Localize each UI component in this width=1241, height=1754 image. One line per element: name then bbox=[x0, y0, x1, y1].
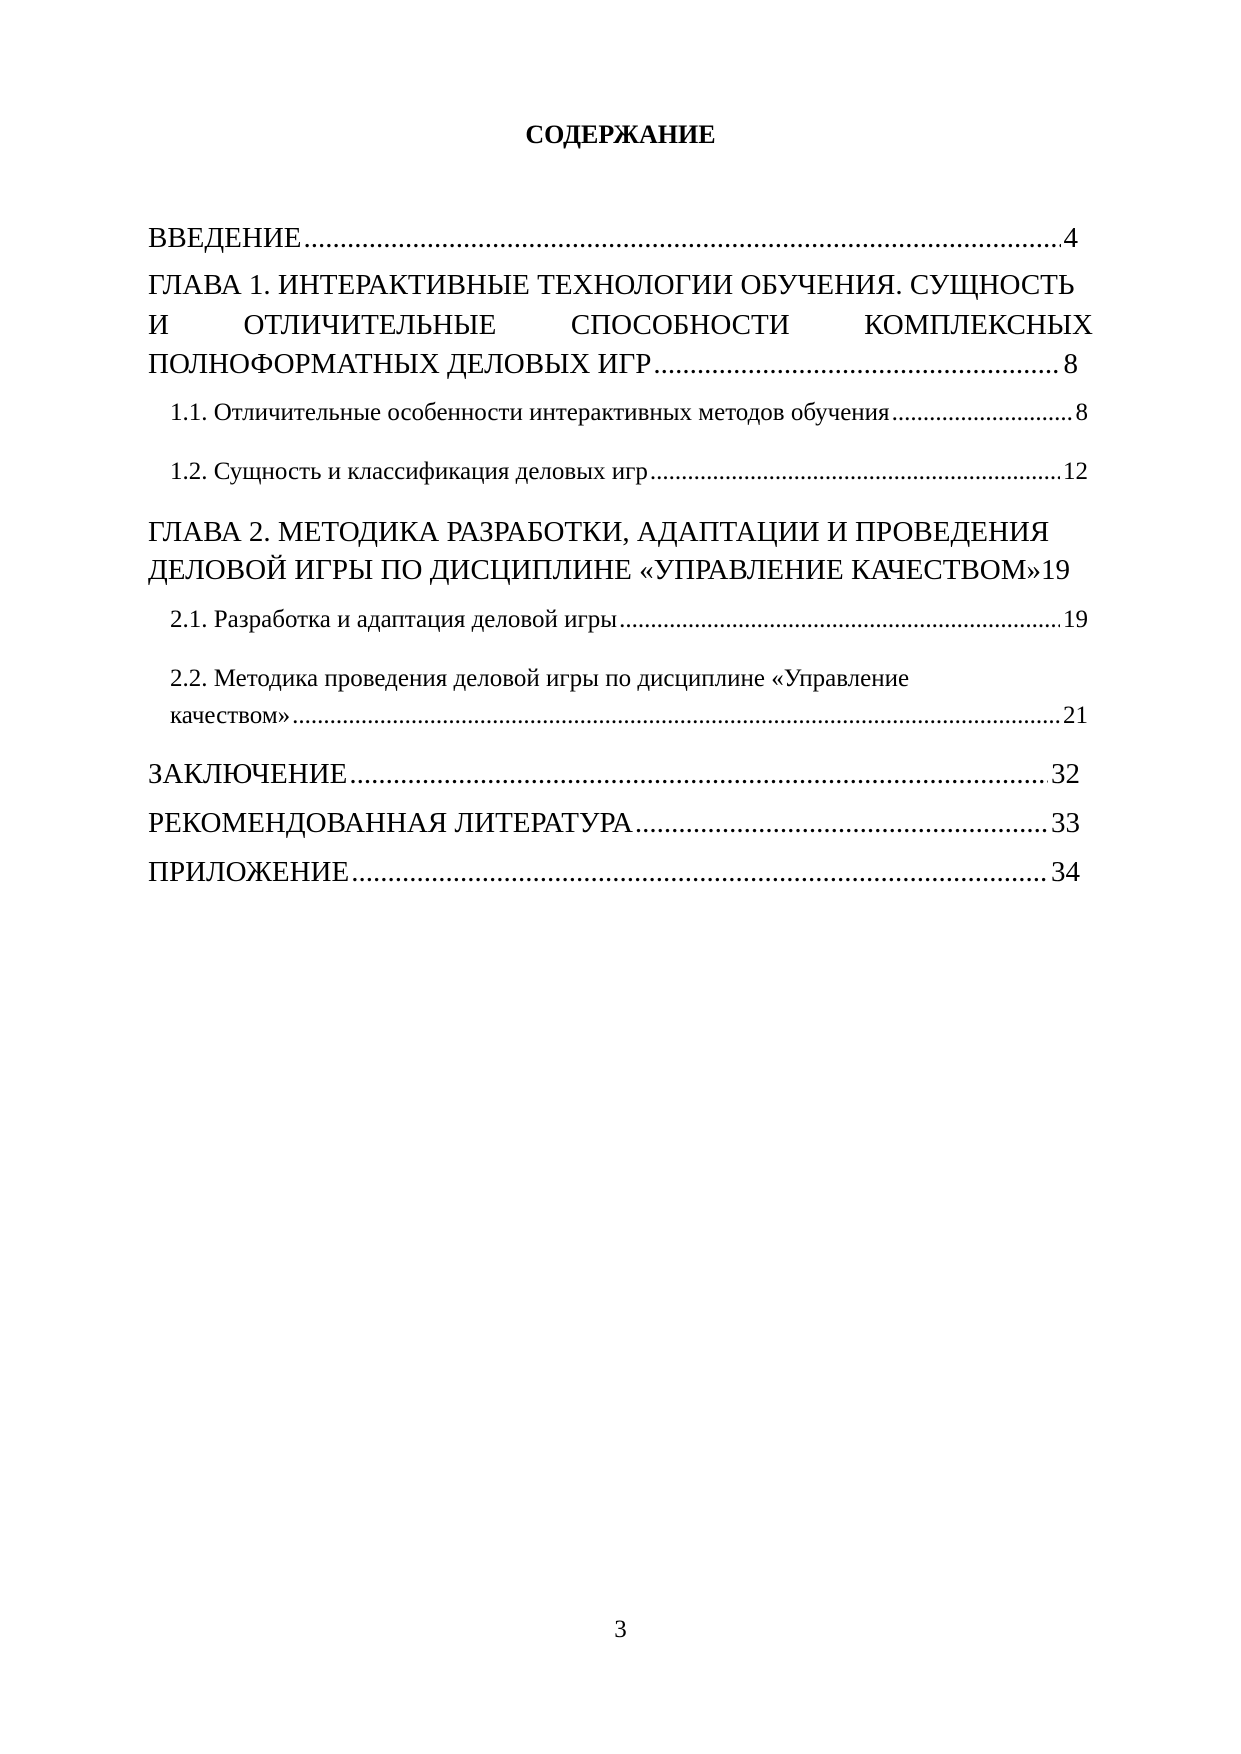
page-number: 3 bbox=[614, 1616, 627, 1643]
toc-entry-label: 2.1. Разработка и адаптация деловой игры bbox=[170, 606, 618, 633]
dot-leader bbox=[653, 344, 1060, 384]
toc-entry-label: 1.1. Отличительные особенности интерактивных методов обучения bbox=[170, 399, 890, 426]
toc-entry-label: ПОЛНОФОРМАТНЫХ ДЕЛОВЫХ ИГР bbox=[148, 348, 652, 380]
toc-entry-page: 34 bbox=[1051, 856, 1080, 888]
toc-entry-label-line-1 bbox=[148, 512, 1093, 552]
toc-entry-page: 32 bbox=[1051, 758, 1080, 790]
toc-word: КОМПЛЕКСНЫХ bbox=[864, 309, 1093, 341]
toc-entry-page: 8 bbox=[1063, 348, 1078, 380]
dot-leader bbox=[635, 803, 1048, 843]
toc-entry-label: ГЛАВА 2. МЕТОДИКА РАЗРАБОТКИ, АДАПТАЦИИ И ПРОВЕДЕНИЯ bbox=[148, 516, 1050, 548]
toc-entry-page: 8 bbox=[1075, 399, 1088, 426]
toc-word: СПОСОБНОСТИ bbox=[570, 309, 790, 341]
dot-leader bbox=[351, 852, 1048, 892]
toc-entry-page: 21 bbox=[1063, 702, 1088, 729]
toc-entry-conclusion[interactable] bbox=[148, 754, 1080, 794]
toc-entry-page: 33 bbox=[1051, 807, 1080, 839]
toc-entry-section-1-2[interactable] bbox=[170, 454, 1088, 490]
toc-entry-label-line-2 bbox=[148, 550, 1070, 590]
toc-entry-label-line-1 bbox=[148, 265, 1093, 305]
toc-entry-label: РЕКОМЕНДОВАННАЯ ЛИТЕРАТУРА bbox=[148, 807, 633, 839]
dot-leader bbox=[650, 454, 1060, 490]
toc-entry-label: 1.2. Сущность и классификация деловых игр bbox=[170, 458, 648, 485]
dot-leader bbox=[349, 754, 1048, 794]
toc-entry-page: 19 bbox=[1041, 554, 1071, 586]
toc-entry-page: 12 bbox=[1063, 458, 1088, 485]
toc-word: И bbox=[148, 309, 169, 341]
toc-entry-label: ЗАКЛЮЧЕНИЕ bbox=[148, 758, 348, 790]
toc-entry-section-1-1[interactable] bbox=[170, 395, 1088, 431]
toc-entry-label: ДЕЛОВОЙ ИГРЫ ПО ДИСЦИПЛИНЕ «УПРАВЛЕНИЕ КАЧЕСТВОМ» bbox=[148, 554, 1042, 586]
toc-entry-label: ПРИЛОЖЕНИЕ bbox=[148, 856, 350, 888]
dot-leader bbox=[304, 218, 1061, 258]
toc-entry-label-line-3 bbox=[148, 344, 1078, 384]
toc-entry-label: ВВЕДЕНИЕ bbox=[148, 222, 302, 254]
toc-entry-label: ГЛАВА 1. ИНТЕРАКТИВНЫЕ ТЕХНОЛОГИИ ОБУЧЕНИЯ. СУЩНОСТЬ bbox=[148, 269, 1075, 301]
toc-word: ОТЛИЧИТЕЛЬНЫЕ bbox=[243, 309, 497, 341]
toc-entry-label-line-2 bbox=[148, 305, 1093, 345]
toc-entry-label-line-2 bbox=[170, 698, 1088, 734]
toc-entry-label: качеством» bbox=[170, 702, 291, 729]
dot-leader bbox=[619, 602, 1060, 638]
toc-entry-appendix[interactable] bbox=[148, 852, 1080, 892]
toc-entry-label-line-1 bbox=[170, 661, 909, 697]
toc-entry-label: 2.2. Методика проведения деловой игры по дисциплине «Управление bbox=[170, 665, 910, 692]
toc-entry-literature[interactable] bbox=[148, 803, 1080, 843]
toc-entry-introduction[interactable] bbox=[148, 218, 1078, 258]
toc-entry-section-2-1[interactable] bbox=[170, 602, 1088, 638]
dot-leader bbox=[892, 395, 1073, 431]
page-title: СОДЕРЖАНИЕ bbox=[525, 120, 716, 149]
dot-leader bbox=[292, 698, 1060, 734]
toc-entry-page: 4 bbox=[1063, 222, 1078, 254]
toc-entry-page: 19 bbox=[1063, 606, 1088, 633]
